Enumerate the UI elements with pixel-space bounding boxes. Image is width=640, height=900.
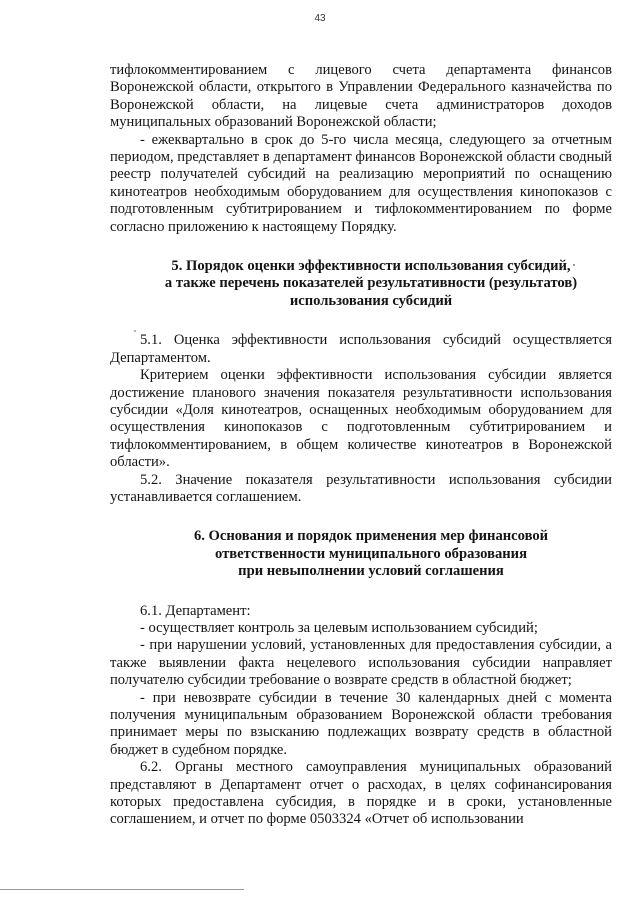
section-5-heading-line: а также перечень показателей результативности (результатов) <box>164 275 578 292</box>
document-body <box>110 62 612 829</box>
list-item-non-return: - при невозврате субсидии в течение 30 календарных дней с момента получения муниципальным образованием Воронежской области требования принимает меры по взысканию подлежащих возврату средств в областной бюджет в судебном порядке. <box>110 689 612 758</box>
intro-paragraph-quarterly: - ежеквартально в срок до 5-го числа месяца, следующего за отчетным периодом, представляет в департамент финансов Воронежской области сводный реестр получателей субсидий на реализацию мероприятий по оснащению кинотеатров необходимым оборудованием для осуществления кинопоказов с подготовленным субтитрированием и тифлокомментированием по форме согласно приложению к настоящему Порядку. <box>110 131 612 235</box>
paragraph-6-2: 6.2. Органы местного самоуправления муниципальных образований представляют в Департамент отчет о расходах, в целях софинансирования которых предоставлена субсидия, в порядке и в сроки, установленные соглашением, и отчет по форме 0503324 «Отчет об использовании <box>110 759 612 828</box>
footnote-rule <box>0 889 244 890</box>
section-6-heading-line: 6. Основания и порядок применения мер финансовой <box>193 528 549 545</box>
list-item-violation: - при нарушении условий, установленных для предоставления субсидии, а также выявлении факта нецелевого использования субсидии направляет получателю субсидии требование о возврате средств в областной бюджет; <box>110 637 612 689</box>
paragraph-5-1: 5.1. Оценка эффективности использования субсидий осуществляется Департаментом. <box>110 332 612 366</box>
paragraph-6-1: 6.1. Департамент: <box>140 602 251 619</box>
section-5-heading-line: 5. Порядок оценки эффективности использования субсидий, <box>171 258 571 275</box>
section-6-heading-line: при невыполнении условий соглашения <box>238 563 504 580</box>
paragraph-5-2: 5.2. Значение показателя результативности использования субсидии устанавливается соглашением. <box>110 471 612 505</box>
scan-speck <box>134 330 136 332</box>
section-6-heading <box>110 528 612 580</box>
section-5-heading-line: использования субсидий <box>289 292 453 309</box>
paragraph-criterion: Критерием оценки эффективности использования субсидии является достижение планового значения показателя результативности использования субсидии «Доля кинотеатров, оснащенных необходимым оборудованием для осуществления кинопоказов с подготовленным субтитрированием и тифлокомментированием, в общем количестве кинотеатров в Воронежской области». <box>110 367 612 471</box>
section-5-heading <box>110 258 612 310</box>
intro-paragraph-continuation: тифлокомментированием с лицевого счета департамента финансов Воронежской области, открытого в Управлении Федерального казначейства по Воронежской области, на лицевые счета администраторов доходов муниципальных образований Воронежской области; <box>110 62 612 131</box>
scan-speck <box>573 264 575 266</box>
list-item-control: - осуществляет контроль за целевым использованием субсидий; <box>140 619 538 636</box>
page-number: 43 <box>314 13 326 24</box>
section-6-heading-line: ответственности муниципального образования <box>215 545 527 562</box>
